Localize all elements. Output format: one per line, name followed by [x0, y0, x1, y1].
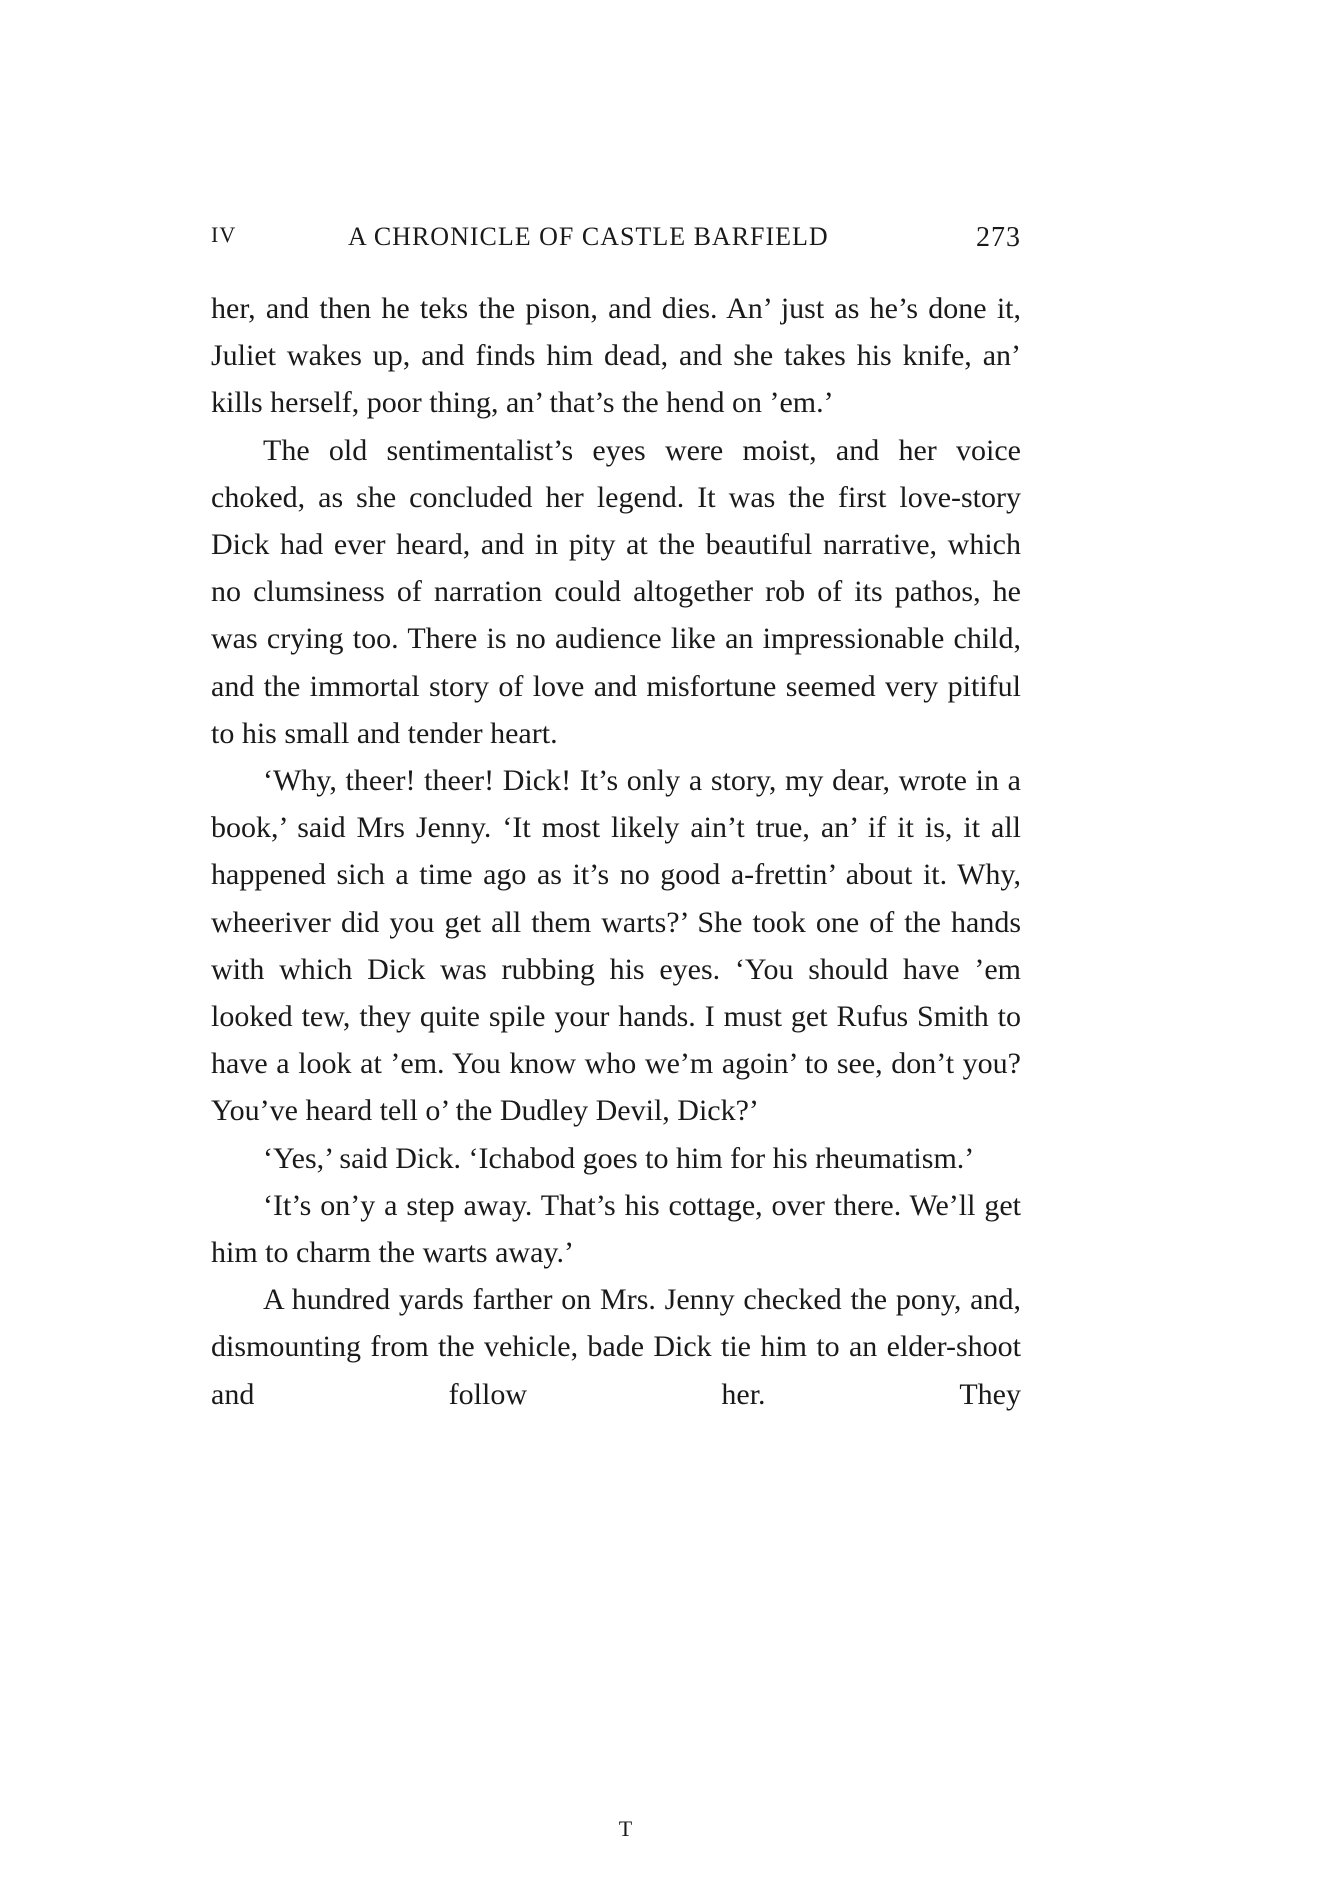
paragraph: ‘It’s on’y a step away. That’s his cottage, over there. We’ll get him to charm the warts away.’ — [211, 1188, 1021, 1270]
running-title: A CHRONICLE OF CASTLE BARFIELD — [348, 222, 829, 251]
paragraph: ‘Why, theer! theer! Dick! It’s only a story, my dear, wrote in a book,’ said Mrs Jenny. ‘It most likely ain’t true, an’ if it is, it all happened sich a time ago as it’s no good a-frettin’ about it. Why, wheeriver did you get all them warts?’ She took one of the hands with which Dick was rubbing his eyes. ‘You should have ’em looked tew, they quite spile your hands. I must get Rufus Smith to have a look at ’em. You know who we’m agoin’ to see, don’t you? You’ve heard tell o’ the Dudley Devil, Dick?’ — [211, 764, 1021, 1128]
body-text — [211, 285, 1021, 1418]
paragraph: The old sentimentalist’s eyes were moist, and her voice choked, as she concluded her legend. It was the first love-story Dick had ever heard, and in pity at the beautiful narrative, which no clumsiness of narration could altogether rob of its pathos, he was crying too. There is no audience like an impressionable child, and the immortal story of love and misfortune seemed very pitiful to his small and tender heart. — [211, 433, 1021, 750]
paragraph: A hundred yards farther on Mrs. Jenny checked the pony, and, dismounting from the vehicle, bade Dick tie him to an elder-shoot and follow her. They — [211, 1283, 1021, 1411]
running-head — [211, 222, 1021, 258]
paragraph: her, and then he teks the pison, and dies. An’ just as he’s done it, Juliet wakes up, and finds him dead, and she takes his knife, an’ kills herself, poor thing, an’ that’s the hend on ’em.’ — [211, 292, 1021, 420]
chapter-number: IV — [211, 222, 237, 247]
page-number: 273 — [976, 222, 1021, 253]
paragraph: ‘Yes,’ said Dick. ‘Ichabod goes to him for his rheumatism.’ — [263, 1141, 975, 1175]
signature-mark: T — [618, 1816, 633, 1841]
